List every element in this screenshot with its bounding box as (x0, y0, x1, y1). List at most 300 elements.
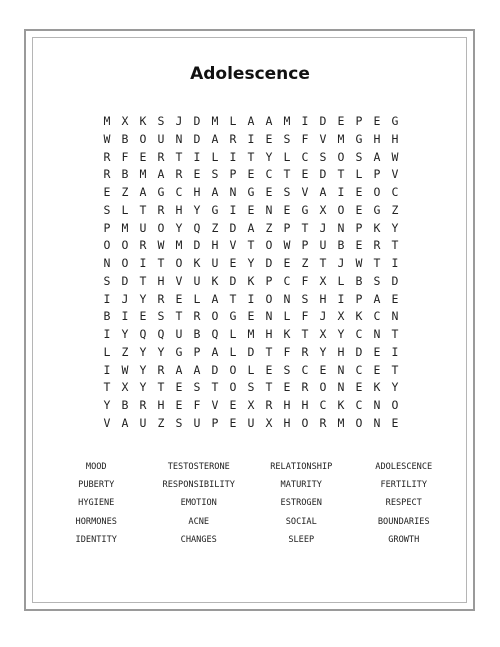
grid-letter: S (103, 202, 111, 217)
grid-letter: G (157, 185, 165, 199)
grid-letter: P (193, 344, 201, 359)
grid-letter: N (373, 327, 381, 341)
grid-letter: M (337, 131, 345, 146)
grid-letter: K (211, 273, 219, 288)
grid-letter: N (265, 309, 273, 324)
grid-letter: E (355, 202, 363, 217)
grid-letter: E (175, 291, 183, 306)
grid-letter: N (337, 220, 345, 235)
grid-letter: E (391, 415, 399, 430)
grid-letter: M (283, 114, 291, 128)
grid-letter: I (247, 291, 255, 306)
grid-letter: P (355, 220, 363, 235)
grid-letter: A (265, 114, 273, 128)
grid-letter: H (265, 327, 273, 341)
grid-letter: X (247, 398, 255, 412)
grid-letter: B (355, 273, 363, 288)
grid-letter: I (229, 202, 237, 217)
grid-letter: Z (265, 220, 273, 235)
grid-letter: E (265, 185, 273, 199)
grid-letter: C (175, 185, 183, 199)
word-list-item: ACNE (188, 516, 210, 527)
grid-letter: Y (139, 344, 147, 359)
grid-letter: A (211, 185, 219, 199)
grid-letter: M (211, 114, 219, 128)
grid-letter: U (319, 238, 327, 253)
grid-letter: X (121, 114, 129, 128)
grid-letter: E (391, 291, 399, 306)
grid-letter: P (265, 273, 273, 288)
grid-letter: E (337, 114, 345, 128)
grid-letter: O (391, 398, 399, 412)
grid-letter: I (103, 327, 111, 341)
letter-grid (98, 113, 404, 433)
grid-letter: C (391, 185, 399, 199)
grid-letter: B (121, 167, 129, 182)
grid-letter: D (121, 273, 129, 288)
grid-letter: V (175, 273, 183, 288)
grid-letter: D (193, 114, 201, 128)
grid-letter: F (193, 398, 201, 412)
grid-letter: R (265, 398, 273, 412)
grid-letter: H (373, 131, 381, 146)
word-list-item: MOOD (85, 462, 107, 472)
grid-letter: U (157, 131, 165, 146)
grid-letter: Z (121, 344, 129, 359)
grid-letter: Y (265, 149, 273, 164)
grid-letter: K (373, 380, 381, 395)
grid-letter: X (319, 327, 327, 341)
word-list-item: TESTOSTERONE (167, 462, 230, 472)
grid-letter: E (355, 238, 363, 253)
grid-letter: F (121, 149, 129, 164)
word-list-item: ADOLESCENCE (375, 462, 433, 472)
grid-letter: O (229, 380, 237, 395)
grid-letter: S (175, 415, 183, 430)
grid-letter: W (157, 238, 165, 253)
grid-letter: H (211, 238, 219, 253)
grid-letter: T (229, 291, 237, 306)
grid-letter: E (301, 167, 309, 182)
grid-letter: H (157, 398, 165, 412)
grid-letter: A (373, 291, 381, 306)
puzzle-title: Adolescence (190, 64, 310, 84)
grid-letter: B (103, 309, 111, 324)
grid-letter: W (103, 131, 111, 146)
grid-letter: E (139, 309, 147, 324)
grid-letter: S (355, 149, 363, 164)
grid-letter: I (193, 149, 201, 164)
grid-letter: P (103, 220, 111, 235)
grid-letter: E (265, 131, 273, 146)
grid-letter: R (301, 380, 309, 395)
grid-letter: J (337, 256, 345, 270)
grid-letter: O (139, 131, 147, 146)
grid-letter: Q (193, 220, 201, 235)
grid-letter: C (355, 362, 363, 377)
grid-letter: C (301, 149, 309, 164)
grid-letter: O (265, 291, 273, 306)
grid-letter: O (229, 362, 237, 377)
grid-letter: E (283, 202, 291, 217)
grid-letter: E (265, 362, 273, 377)
grid-letter: K (139, 114, 147, 128)
grid-letter: T (301, 327, 309, 341)
grid-letter: W (355, 256, 363, 270)
grid-letter: N (337, 362, 345, 377)
grid-letter: T (265, 380, 273, 395)
grid-letter: Y (103, 398, 111, 412)
grid-letter: K (247, 273, 255, 288)
grid-letter: A (211, 344, 219, 359)
grid-letter: W (391, 149, 399, 164)
grid-letter: N (229, 185, 237, 199)
grid-letter: S (301, 291, 309, 306)
grid-letter: E (175, 380, 183, 395)
grid-letter: F (301, 273, 309, 288)
grid-letter: P (301, 238, 309, 253)
grid-letter: Y (175, 220, 183, 235)
grid-letter: A (157, 167, 165, 182)
grid-letter: H (193, 185, 201, 199)
grid-letter: T (391, 238, 399, 253)
grid-letter: T (211, 380, 219, 395)
grid-letter: T (373, 256, 381, 270)
grid-letter: T (157, 380, 165, 395)
word-list-item: HYGIENE (78, 498, 115, 509)
grid-letter: X (337, 309, 345, 324)
grid-letter: T (337, 167, 345, 182)
grid-letter: R (157, 202, 165, 217)
grid-letter: O (121, 256, 129, 270)
grid-letter: K (373, 220, 381, 235)
grid-letter: T (103, 380, 111, 395)
grid-letter: O (265, 238, 273, 253)
grid-letter: E (373, 362, 381, 377)
grid-letter: D (193, 238, 201, 253)
grid-letter: K (193, 256, 201, 270)
word-list-item: IDENTITY (75, 534, 117, 545)
grid-letter: U (139, 415, 147, 430)
grid-letter: R (103, 167, 111, 182)
grid-letter: A (247, 220, 255, 235)
grid-letter: P (355, 114, 363, 128)
grid-letter: O (121, 238, 129, 253)
grid-letter: X (319, 273, 327, 288)
grid-letter: Y (121, 327, 129, 341)
grid-letter: U (139, 220, 147, 235)
grid-letter: I (103, 362, 111, 377)
grid-letter: K (283, 327, 291, 341)
grid-letter: E (373, 344, 381, 359)
grid-letter: D (319, 167, 327, 182)
grid-letter: C (355, 398, 363, 412)
grid-letter: L (229, 114, 237, 128)
grid-letter: M (175, 238, 183, 253)
grid-letter: C (283, 273, 291, 288)
grid-letter: Y (193, 202, 201, 217)
grid-letter: L (229, 344, 237, 359)
grid-letter: M (121, 220, 129, 235)
grid-letter: G (301, 202, 309, 217)
grid-letter: B (337, 238, 345, 253)
grid-letter: T (391, 327, 399, 341)
grid-letter: N (103, 256, 111, 270)
grid-letter: R (319, 415, 327, 430)
grid-letter: H (391, 131, 399, 146)
grid-letter: O (211, 309, 219, 324)
grid-letter: T (175, 309, 183, 324)
grid-letter: G (229, 309, 237, 324)
grid-letter: S (283, 131, 291, 146)
grid-letter: T (283, 167, 291, 182)
grid-letter: S (157, 114, 165, 128)
grid-letter: R (175, 167, 183, 182)
grid-letter: G (247, 185, 255, 199)
grid-letter: E (229, 256, 237, 270)
grid-letter: W (283, 238, 291, 253)
grid-letter: A (211, 131, 219, 146)
grid-letter: Y (139, 362, 147, 377)
grid-letter: E (175, 398, 183, 412)
grid-letter: Q (211, 327, 219, 341)
grid-letter: T (175, 149, 183, 164)
grid-letter: R (139, 238, 147, 253)
grid-letter: G (391, 114, 399, 128)
grid-letter: Y (139, 291, 147, 306)
grid-letter: U (193, 273, 201, 288)
grid-letter: L (283, 149, 291, 164)
grid-letter: L (247, 362, 255, 377)
grid-letter: L (121, 202, 129, 217)
grid-letter: H (337, 344, 345, 359)
grid-letter: C (355, 327, 363, 341)
grid-letter: E (319, 362, 327, 377)
grid-letter: Y (157, 344, 165, 359)
grid-letter: I (139, 256, 147, 270)
grid-letter: X (121, 380, 129, 395)
grid-letter: D (355, 344, 363, 359)
grid-letter: S (157, 309, 165, 324)
grid-letter: F (301, 309, 309, 324)
word-list-item: GROWTH (388, 534, 420, 545)
grid-letter: S (211, 167, 219, 182)
grid-letter: R (229, 131, 237, 146)
grid-letter: D (265, 256, 273, 270)
grid-letter: G (211, 202, 219, 217)
grid-letter: M (247, 327, 255, 341)
grid-letter: N (283, 291, 291, 306)
grid-letter: Y (391, 220, 399, 235)
grid-letter: I (301, 114, 309, 128)
grid-letter: L (229, 327, 237, 341)
grid-letter: S (103, 273, 111, 288)
grid-letter: G (175, 344, 183, 359)
grid-letter: V (103, 415, 111, 430)
grid-letter: D (193, 131, 201, 146)
grid-letter: H (283, 398, 291, 412)
grid-letter: T (265, 344, 273, 359)
grid-letter: E (229, 398, 237, 412)
grid-letter: O (103, 238, 111, 253)
grid-letter: A (211, 291, 219, 306)
grid-letter: P (283, 220, 291, 235)
grid-letter: L (193, 291, 201, 306)
grid-letter: I (337, 291, 345, 306)
grid-letter: X (265, 415, 273, 430)
grid-letter: H (157, 273, 165, 288)
word-list-item: PUBERTY (78, 480, 115, 491)
grid-letter: Z (157, 415, 165, 430)
grid-letter: M (103, 114, 111, 128)
grid-letter: R (301, 344, 309, 359)
word-list-item: HORMONES (75, 516, 117, 527)
word-list-item: BOUNDARIES (377, 516, 430, 527)
grid-letter: K (337, 398, 345, 412)
grid-letter: T (391, 362, 399, 377)
word-list-item: MATURITY (280, 480, 322, 491)
grid-letter: E (103, 185, 111, 199)
grid-letter: T (139, 202, 147, 217)
grid-letter: J (319, 309, 327, 324)
word-list (45, 458, 455, 549)
word-list-item: RESPONSIBILITY (162, 480, 235, 491)
grid-letter: O (157, 220, 165, 235)
grid-letter: Q (157, 327, 165, 341)
grid-letter: E (373, 114, 381, 128)
grid-letter: H (283, 415, 291, 430)
word-list-item: CHANGES (180, 534, 217, 545)
grid-letter: L (355, 167, 363, 182)
grid-letter: O (337, 149, 345, 164)
grid-letter: D (391, 273, 399, 288)
grid-letter: P (211, 415, 219, 430)
grid-letter: E (193, 167, 201, 182)
grid-letter: C (319, 398, 327, 412)
grid-letter: C (373, 309, 381, 324)
grid-letter: T (247, 149, 255, 164)
grid-letter: R (373, 238, 381, 253)
grid-letter: X (319, 202, 327, 217)
grid-letter: M (337, 415, 345, 430)
grid-letter: I (247, 131, 255, 146)
grid-letter: R (157, 362, 165, 377)
grid-letter: Y (139, 380, 147, 395)
grid-letter: U (193, 415, 201, 430)
grid-letter: L (283, 309, 291, 324)
grid-letter: R (157, 149, 165, 164)
grid-letter: D (211, 362, 219, 377)
grid-letter: T (301, 220, 309, 235)
grid-letter: O (319, 380, 327, 395)
grid-letter: V (319, 131, 327, 146)
grid-letter: R (139, 398, 147, 412)
word-list-item: SLEEP (288, 534, 315, 545)
grid-letter: E (283, 256, 291, 270)
grid-letter: S (319, 149, 327, 164)
grid-letter: Z (301, 256, 309, 270)
grid-letter: R (193, 309, 201, 324)
grid-letter: E (229, 415, 237, 430)
grid-letter: I (391, 344, 399, 359)
grid-letter: D (229, 220, 237, 235)
grid-letter: S (247, 380, 255, 395)
word-list-item: SOCIAL (285, 516, 317, 527)
grid-letter: Y (337, 327, 345, 341)
grid-letter: B (121, 398, 129, 412)
grid-letter: C (265, 167, 273, 182)
grid-letter: V (301, 185, 309, 199)
grid-letter: U (175, 327, 183, 341)
grid-letter: Y (319, 344, 327, 359)
word-list-item: ESTROGEN (280, 498, 322, 509)
grid-letter: M (139, 167, 147, 182)
grid-letter: A (175, 362, 183, 377)
grid-letter: O (301, 415, 309, 430)
grid-letter: O (373, 185, 381, 199)
grid-letter: Y (391, 380, 399, 395)
grid-letter: O (355, 415, 363, 430)
grid-letter: N (337, 380, 345, 395)
grid-letter: L (337, 273, 345, 288)
grid-letter: E (247, 309, 255, 324)
grid-letter: O (175, 256, 183, 270)
grid-letter: N (265, 202, 273, 217)
grid-letter: A (121, 415, 129, 430)
grid-letter: N (391, 309, 399, 324)
grid-letter: V (229, 238, 237, 253)
grid-letter: R (103, 149, 111, 164)
grid-letter: S (283, 362, 291, 377)
grid-letter: E (355, 185, 363, 199)
grid-letter: U (211, 256, 219, 270)
grid-letter: N (373, 415, 381, 430)
grid-letter: P (355, 291, 363, 306)
grid-letter: Z (391, 202, 399, 217)
grid-letter: A (319, 185, 327, 199)
grid-letter: E (247, 202, 255, 217)
grid-letter: K (355, 309, 363, 324)
grid-letter: Q (139, 327, 147, 341)
grid-letter: S (373, 273, 381, 288)
grid-letter: O (337, 202, 345, 217)
grid-letter: T (139, 273, 147, 288)
grid-letter: G (373, 202, 381, 217)
grid-letter: A (373, 149, 381, 164)
grid-letter: J (319, 220, 327, 235)
grid-letter: W (121, 362, 129, 377)
grid-letter: B (193, 327, 201, 341)
grid-letter: D (319, 114, 327, 128)
grid-letter: I (121, 309, 129, 324)
grid-letter: V (211, 398, 219, 412)
grid-letter: Z (211, 220, 219, 235)
grid-letter: R (157, 291, 165, 306)
grid-letter: L (103, 344, 111, 359)
grid-letter: T (319, 256, 327, 270)
grid-letter: V (391, 167, 399, 182)
grid-letter: P (229, 167, 237, 182)
grid-letter: D (247, 344, 255, 359)
grid-letter: G (355, 131, 363, 146)
grid-letter: D (229, 273, 237, 288)
grid-letter: A (139, 185, 147, 199)
grid-letter: S (283, 185, 291, 199)
grid-letter: H (319, 291, 327, 306)
grid-letter: F (283, 344, 291, 359)
grid-letter: P (373, 167, 381, 182)
word-list-item: FERTILITY (380, 480, 428, 491)
